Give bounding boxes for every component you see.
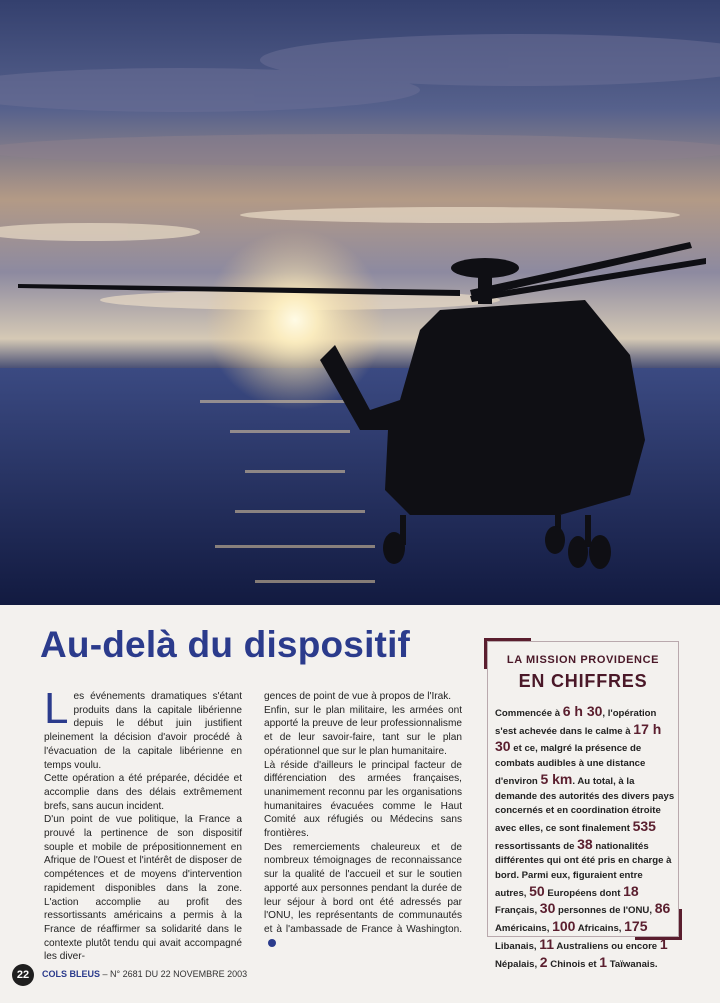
figure-text: ressortissants de bbox=[495, 840, 578, 852]
footer-credit bbox=[42, 969, 247, 979]
figure-number: 2 bbox=[539, 953, 548, 970]
paragraph: es événements dramatiques s'étant produits dans la capitale libérienne depuis le début juin justifient pleinement la décision d'avoir procédé à l'évacuation de la capitale libérienne en temps voulu. bbox=[44, 691, 242, 771]
figure-number: 30 bbox=[539, 900, 556, 917]
figure-text: Européens dont bbox=[544, 887, 624, 899]
figure-text: Chinois et bbox=[547, 958, 600, 970]
figure-text: Commencée à bbox=[495, 708, 563, 719]
paragraph: Là réside d'ailleurs le principal facteur de différenciation des armées françaises, unanimement reconnu par les organisations humanitaires évacuées comme le Haut Comité aux réfugiés ou Médecins sans frontières. bbox=[264, 759, 462, 840]
article-column-2 bbox=[264, 690, 462, 950]
figure-text: personnes de l'ONU, bbox=[555, 905, 655, 917]
paragraph-text: Des remerciements chaleureux et de nombreux témoignages de reconnaissance sur la qualité de l'accueil et sur le soutien apporté aux personnes pendant la durée de leur séjour à bord ont été adressés par l'ONU, les représentants de communautés et à l'ambassade de France à Washington. bbox=[264, 841, 462, 935]
figure-text: Australiens ou encore bbox=[554, 940, 660, 952]
figure-number: 50 bbox=[529, 882, 545, 899]
figure-text: Français, bbox=[495, 905, 540, 917]
sidebar-title: EN CHIFFRES bbox=[518, 671, 648, 691]
sidebar-kicker: LA MISSION PROVIDENCE bbox=[506, 654, 660, 666]
sidebar-body bbox=[495, 704, 675, 972]
figure-text: Américains, bbox=[495, 923, 553, 935]
issue-info: – N° 2681 DU 22 NOVEMBRE 2003 bbox=[100, 969, 248, 979]
figure-text: et ce, malgré la présence de combats audibles à une distance d'environ bbox=[495, 743, 646, 787]
drop-cap: L bbox=[44, 684, 69, 733]
article-column-1 bbox=[44, 684, 242, 964]
figure-text: Népalais, bbox=[495, 958, 540, 970]
article-title: Au-delà du dispositif bbox=[40, 624, 411, 665]
figure-text: Africains, bbox=[575, 923, 625, 935]
page-number: 22 bbox=[12, 964, 34, 986]
figure-number: 1 bbox=[599, 953, 608, 970]
paragraph: D'un point de vue politique, la France a prouvé la pertinence de son dispositif souple et mobile de prépositionnement en Afrique de l'Ouest et l'intérêt de disposer de compétences et de moyens d'intervention rapidement disponibles dans la zone. L'action accomplie au profit des ressortissants américains a permis à la France de réaffirmer sa solidarité dans le contexte plutôt tendu qui avait accompagné les diver- bbox=[44, 814, 242, 963]
paragraph: Cette opération a été préparée, décidée et accomplie dans des délais extrêmement brefs, sans aucun incident. bbox=[44, 773, 242, 812]
figure-text: Taïwanais. bbox=[607, 958, 658, 970]
figure-text: nationalités différentes qui ont été pris en charge à bord. Parmi eux, figuraient entre autres, bbox=[495, 840, 672, 899]
sidebar-box bbox=[484, 638, 682, 970]
figure-number: 5 km bbox=[540, 770, 573, 787]
paragraph: gences de point de vue à propos de l'Irak. bbox=[264, 691, 452, 702]
figure-number: 38 bbox=[577, 835, 593, 852]
figure-number: 6 h 30 bbox=[562, 703, 603, 719]
paragraph bbox=[264, 841, 462, 951]
figure-number: 86 bbox=[654, 900, 671, 917]
end-mark-icon bbox=[268, 939, 276, 947]
figure-number: 535 bbox=[632, 817, 656, 834]
figure-number: 18 bbox=[623, 882, 639, 899]
figure-number: 175 bbox=[624, 918, 648, 935]
figure-text: , l'opération s'est achevée dans le calme à bbox=[495, 708, 657, 737]
magazine-name: COLS BLEUS bbox=[42, 969, 101, 979]
paragraph: Enfin, sur le plan militaire, les armées ont apporté la preuve de leur professionnalisme et de leur savoir-faire, tant sur le plan opérationnel que sur le plan humanitaire. bbox=[264, 704, 462, 757]
figure-number: 1 bbox=[659, 935, 668, 952]
figure-number: 17 h 30 bbox=[495, 720, 662, 755]
figure-number: 100 bbox=[552, 918, 576, 935]
figure-text: Libanais, bbox=[495, 940, 540, 952]
figure-text: . Au total, à la demande des autorités des divers pays concernés et en coordination étroite avec elles, ce sont finalement bbox=[495, 775, 675, 834]
figure-number: 11 bbox=[539, 935, 555, 952]
